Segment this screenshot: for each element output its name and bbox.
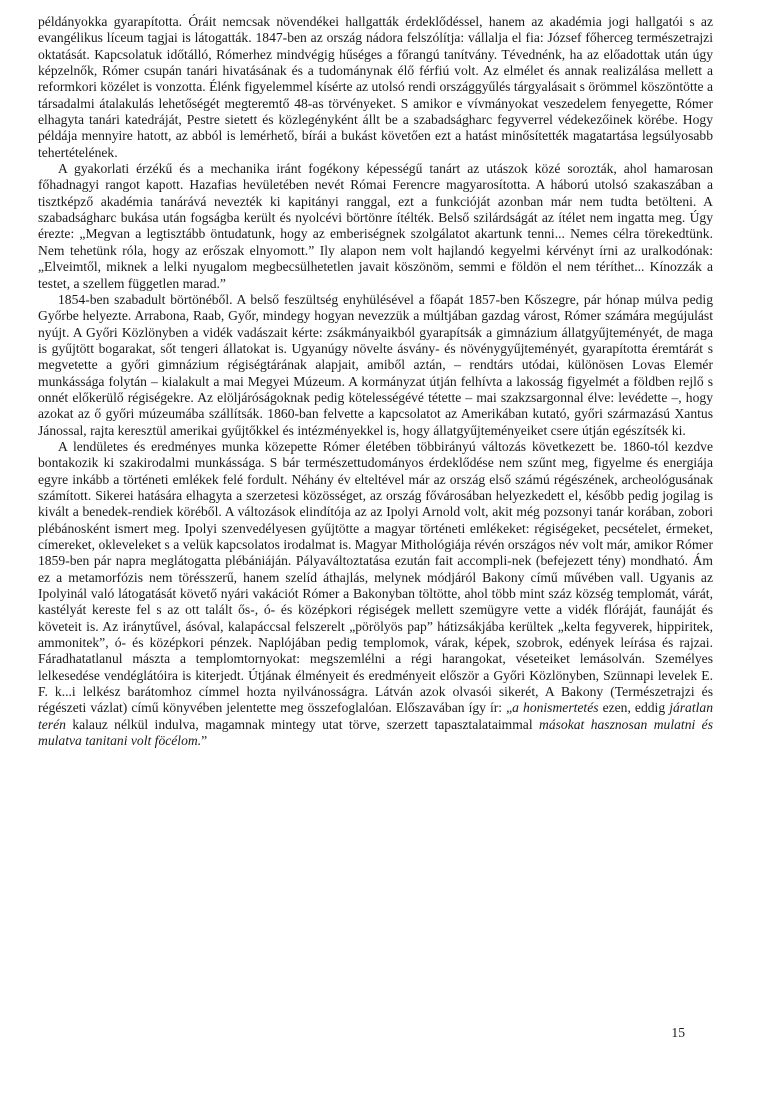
text-run: A gyakorlati érzékű és a mechanika iránt fogékony képességű tanárt az utászok közé sorozták, ahol hamarosan főhadnagyi rangot kapott. Hazafias hevületében nevét Római Ferencre magyarosította. A háború utolsó szakaszában a tisztképző akadémia tanárává nevezték ki kapitányi ranggal, ezt a funkcióját azonban már nem tudta betölteni. A szabadságharc bukása után fogságba került és nyolcévi börtönre ítélték. Belső szilárdságát az ítélet nem ingatta meg. Úgy érezte: „Megvan a legtisztább öntudatunk, hogy az emberiségnek szolgálatot akartunk tenni... Nemes célra törekedtünk. Nem tehetünk róla, hogy az erőszak elnyomott.” Ily alapon nem volt hajlandó kegyelmi kérvényt írni az uralkodónak: „Elveimtől, miknek a lelki nyugalom megbecsülhetetlen javait köszönöm, semmi e földön el nem téríthet... Kínozzák a testet, a szellem független marad.” — [38, 161, 713, 291]
page-number: 15 — [671, 1025, 685, 1040]
text-run: 1854-ben szabadult börtönéből. A belső feszültség enyhülésével a főapát 1857-ben Kőszegre, pár hónap múlva pedig Győrbe helyezte. Arrabona, Raab, Győr, mindegy hogyan nevezzük a múltjában gazdag várost, Rómer számára megújulást nyújt. A Győri Közlönyben a vidék vadászait kérte: zsákmányaikból gyarapítsák a gimnázium állatgyűjteményét, de maga is gyűjtött bogarakat, sőt tengeri állatokat is. Ugyanúgy növelte ásvány- és növénygyűjteményét, gyarapította éremtárát s megvetette a győri gimnázium régiségtárának alapjait, amiből aztán, – rendtárs utódai, különösen Lovas Elemér munkássága folytán – kialakult a mai Megyei Múzeum. A kormányzat útján felhívta a lakosság figyelmét a földben rejlő s onnét előkerülő régiségekre. Az elöljáróságoknak pedig kötelességévé tétette – mai szakzsargonnal élve: levédette –, hogy azokat az ő győri múzeumába szállítsák. 1860-ban felvette a kapcsolatot az Amerikában kutató, győri származású Xantus Jánossal, rajta keresztül amerikai gyűjtőkkel és intézményekkel is, hogy állatgyűjteményeiket csere útján egészítsék ki. — [38, 291, 713, 438]
text-run: ” — [201, 733, 208, 749]
paragraph — [38, 439, 713, 750]
italic-text: másokat hasznosan mulatni és mulatva tanitani volt föcélom. — [38, 716, 713, 749]
text-run: A lendületes és eredményes munka közepette Rómer életében többirányú változás következett be. 1860-tól kezdve bontakozik ki szakirodalmi munkássága. S bár természettudományos érdeklődése nem szűnt meg, figyelme és energiája egyre inkább a történeti emlékek felé fordult. Néhány év elteltével már az ország első számú régészének, archeológusának számított. Sikerei hatására elhagyta a szerzetesi közösséget, az ország fővárosában helyezkedett el, később pedig jogilag is kivált a benedek-rendiek köréből. A változások elindítója az az Ipolyi Arnold volt, akit még pozsonyi tanár korában, zobori plébánosként ismert meg. Ipolyi szenvedélyesen gyűjtötte a magyar történeti emlékeket: régiségeket, pecsételet, érmeket, címereket, okleveleket s a velük kapcsolatos irodalmat is. Magyar Mithológiája révén országos név volt már, amikor Rómer 1859-ben pár napra meglátogatta plébániáján. Pályaváltoztatása ezután fait accompli-nek (befejezett tény) mondható. Ám ez a metamorfózis nem törésszerű, hanem szelíd áthajlás, melynek módjáról Bakony című művében vall. Ugyanis az Ipolyinál való látogatását követő nyári vakációt Rómer a Bakonyban töltötte, ahol több mint száz község templomát, várát, kastélyát kereste fel s az ott talált ős-, ó- és középkori régiségek mellett szemügyre vette a vidék flóráját, faunáját és követeit is. Az iránytűvel, ásóval, kalapáccsal felszerelt „pörölyös pap” hátizsákjába kerültek „kelta fegyverek, hippiritek, ammonitek”, ó- és középkori pénzek. Naplójában pedig templomok, várak, képek, szobrok, edények leírása és rajzai. Fáradhatatlanul mászta a templomtornyokat: megszemlélni a régi harangokat, véseteiket lemásolván. Személyes lelkesedése vendéglátóira is kiterjedt. Útjának élményeit és eredményeit először a Győri Közlönyben, Szünnapi levelek E. F. k...i lelkész barátomhoz címmel hozta nyilvánosságra. Látván azok olvasói sikerét, A Bakony (Természetrajzi és régészeti vázlat) című könyvében jelentette meg összefoglalóan. Előszavában így ír: „ — [38, 438, 713, 716]
paragraph — [38, 292, 713, 439]
body-text — [38, 14, 713, 749]
italic-text: járatlan terén — [38, 700, 713, 732]
text-run: példányokka gyarapította. Óráit nemcsak növendékei hallgatták érdeklődéssel, hanem az akadémia jogi hallgatói s az evangélikus líceum tagjai is látogatták. 1847-ben az ország nádora felszólítja: vállalja el fia: József főherceg természetrajzi oktatását. Kapcsolatuk időtálló, Rómerhez mindvégig hűséges a főrangú tanítvány. Tévednénk, ha az előadottak után úgy képzelnők, Rómer csupán tanári hivatásának és a tudománynak élő férfiú volt. Az elmélet és annak realizálása mellett a reformkori közélet is vonzotta. Élénk figyelemmel kísérte az utolsó rendi országgyűlés tárgyalásait s örömmel köszöntötte a társadalmi átalakulás lehetőségét megteremtő 48-as törvényeket. S amikor e vívmányokat veszedelem fenyegette, Rómer elhagyta tanári katedráját, Pestre sietett és közlegényként állt be a szabadságharc fegyverrel védekezőinek körébe. Hogy példája mennyire hatott, az abból is lemérhető, bírái a bukást követően ezt a hatást minősítették magatartása legsúlyosabb tehertételének. — [38, 14, 713, 160]
text-run: kalauz nélkül indulva, magamnak mintegy utat törve, szerzett tapasztalataimmal — [65, 716, 539, 732]
italic-text: a honismertetés — [512, 700, 599, 716]
paragraph — [38, 161, 713, 292]
paragraph — [38, 14, 713, 161]
text-run: ezen, eddig — [598, 700, 670, 716]
